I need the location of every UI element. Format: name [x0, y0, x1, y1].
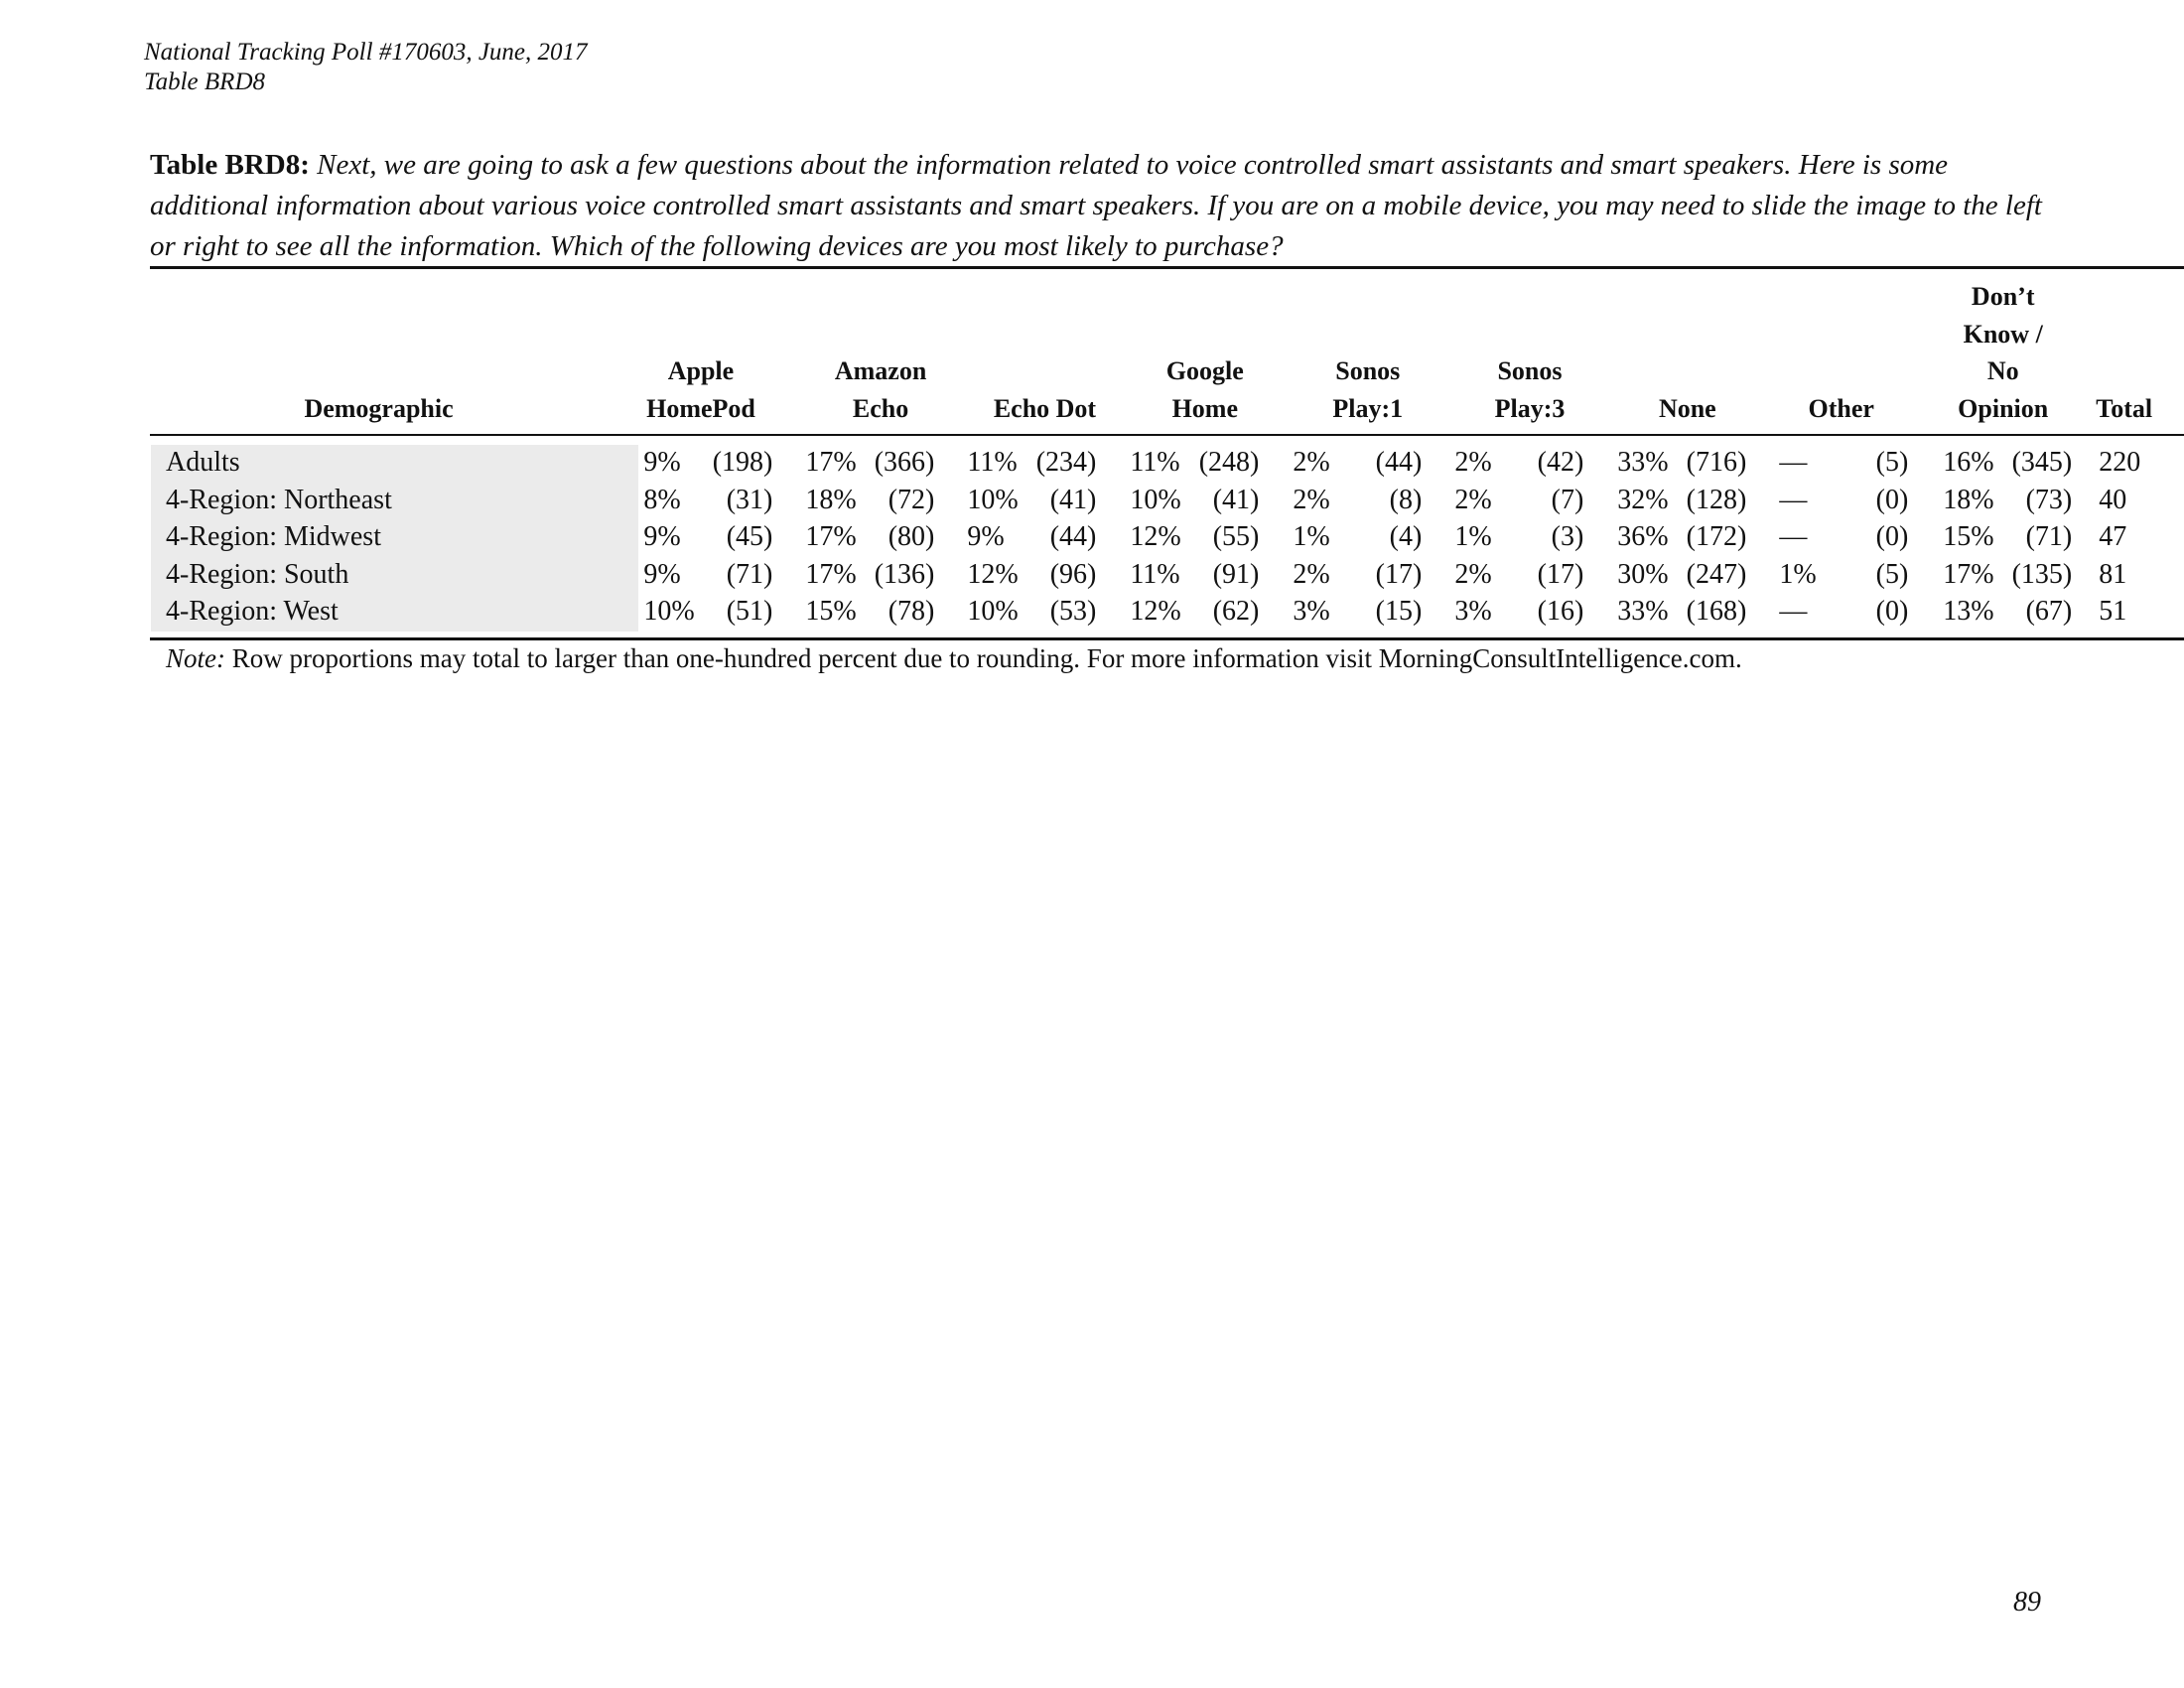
- percent-value: 2%: [1454, 484, 1492, 515]
- data-cell: [787, 518, 949, 556]
- percent-value: 2%: [1293, 558, 1330, 590]
- count-value: (135): [2011, 558, 2073, 590]
- table-row: [151, 593, 2184, 631]
- table-row: [151, 444, 2184, 482]
- column-header: Apple HomePod: [646, 356, 755, 423]
- count-value: (62): [1212, 596, 1260, 627]
- data-cell: [1761, 444, 1923, 482]
- percent-value: 17%: [1943, 558, 1994, 590]
- count-value: (7): [1551, 484, 1584, 515]
- data-cell: [949, 593, 1111, 631]
- count-value: (0): [1875, 596, 1909, 627]
- demographic-label: 4-Region: South: [166, 558, 349, 590]
- count-value: (45): [726, 521, 773, 552]
- count-value: (136): [874, 558, 935, 590]
- count-value: (198): [712, 447, 773, 478]
- count-value: (31): [726, 484, 773, 515]
- count-value: (17): [1537, 558, 1584, 590]
- total-value: 51: [2099, 596, 2127, 627]
- count-value: (172): [1686, 521, 1747, 552]
- count-value: (42): [1537, 447, 1584, 478]
- percent-value: —: [1779, 596, 1808, 627]
- percent-value: 9%: [643, 558, 681, 590]
- count-value: (17): [1375, 558, 1423, 590]
- count-value: (80): [887, 521, 935, 552]
- data-cell: [1923, 444, 2087, 482]
- data-cell: [1436, 593, 1598, 631]
- data-cell: [1436, 444, 1598, 482]
- data-cell: [1436, 518, 1598, 556]
- demographic-label: 4-Region: Midwest: [166, 521, 381, 552]
- data-cell: [949, 556, 1111, 594]
- count-value: (71): [2025, 521, 2073, 552]
- column-header: Sonos Play:1: [1332, 356, 1404, 423]
- percent-value: 3%: [1293, 596, 1330, 627]
- count-value: (4): [1389, 521, 1423, 552]
- header-rule: [150, 434, 2184, 436]
- count-value: (3): [1551, 521, 1584, 552]
- percent-value: 10%: [643, 596, 695, 627]
- data-cell: [1274, 593, 1436, 631]
- data-cell: [1761, 518, 1923, 556]
- percent-value: 1%: [1293, 521, 1330, 552]
- count-value: (67): [2025, 596, 2073, 627]
- percent-value: 32%: [1617, 484, 1669, 515]
- data-cell: [1598, 444, 1761, 482]
- percent-value: 15%: [805, 596, 857, 627]
- count-value: (15): [1375, 596, 1423, 627]
- caption-text: Next, we are going to ask a few questions about the information related to voice controlled smart assistants and smart speakers. Here is some additional information about various voice controlled smart assistants and smart speakers. If you are on a mobile device, you may need to slide the image to the left or right to see all the information. Which of the following devices are you most likely to purchase?: [150, 149, 2042, 262]
- percent-value: 12%: [1130, 521, 1181, 552]
- table-caption: [150, 145, 2056, 267]
- percent-value: —: [1779, 484, 1808, 515]
- data-cell: [1598, 593, 1761, 631]
- total-value: 40: [2099, 484, 2127, 515]
- percent-value: 15%: [1943, 521, 1994, 552]
- count-value: (345): [2011, 447, 2073, 478]
- column-header: Don’t Know / No Opinion: [1958, 282, 2049, 423]
- data-cell: [1274, 556, 1436, 594]
- data-cell: [1598, 518, 1761, 556]
- data-cell: [949, 482, 1111, 519]
- data-cell: [1598, 482, 1761, 519]
- note-label: Note:: [166, 643, 225, 673]
- count-value: (168): [1686, 596, 1747, 627]
- percent-value: 18%: [805, 484, 857, 515]
- percent-value: 9%: [967, 521, 1005, 552]
- report-title: National Tracking Poll #170603, June, 2017: [144, 39, 588, 66]
- page-number: 89: [2013, 1587, 2041, 1618]
- data-cell: [1274, 444, 1436, 482]
- percent-value: 12%: [967, 558, 1019, 590]
- data-cell: [625, 556, 787, 594]
- data-cell: [625, 518, 787, 556]
- percent-value: 11%: [1130, 558, 1180, 590]
- percent-value: —: [1779, 447, 1808, 478]
- percent-value: 2%: [1454, 558, 1492, 590]
- demographic-label: Adults: [166, 447, 240, 478]
- count-value: (234): [1035, 447, 1097, 478]
- top-rule: [150, 266, 2184, 269]
- data-cell: [1923, 593, 2087, 631]
- percent-value: 18%: [1943, 484, 1994, 515]
- data-cell: [949, 444, 1111, 482]
- percent-value: 12%: [1130, 596, 1181, 627]
- data-cell: [1761, 593, 1923, 631]
- data-cell: [1436, 482, 1598, 519]
- count-value: (78): [887, 596, 935, 627]
- count-value: (72): [887, 484, 935, 515]
- percent-value: 1%: [1779, 558, 1817, 590]
- percent-value: 11%: [967, 447, 1018, 478]
- count-value: (716): [1686, 447, 1747, 478]
- table-note: [166, 639, 1742, 677]
- percent-value: 2%: [1293, 484, 1330, 515]
- data-table: [151, 444, 2184, 631]
- demographic-label: 4-Region: West: [166, 596, 339, 627]
- total-value: 81: [2099, 558, 2127, 590]
- data-cell: [1274, 518, 1436, 556]
- caption-label: Table BRD8:: [150, 149, 310, 181]
- percent-value: 30%: [1617, 558, 1669, 590]
- count-value: (247): [1686, 558, 1747, 590]
- table-row: [151, 482, 2184, 519]
- demographic-label: 4-Region: Northeast: [166, 484, 392, 515]
- data-cell: [1111, 444, 1274, 482]
- percent-value: 17%: [805, 447, 857, 478]
- table-row: [151, 556, 2184, 594]
- count-value: (73): [2025, 484, 2073, 515]
- data-cell: [625, 444, 787, 482]
- percent-value: 10%: [967, 484, 1019, 515]
- note-text: Row proportions may total to larger than one-hundred percent due to rounding. For more information visit MorningConsultIntelligence.com.: [231, 643, 1742, 673]
- data-cell: [787, 482, 949, 519]
- data-cell: [1111, 593, 1274, 631]
- count-value: (366): [874, 447, 935, 478]
- column-header: Echo Dot: [993, 393, 1097, 423]
- data-cell: [949, 518, 1111, 556]
- percent-value: 11%: [1130, 447, 1180, 478]
- percent-value: 2%: [1293, 447, 1330, 478]
- percent-value: 33%: [1617, 447, 1669, 478]
- count-value: (44): [1049, 521, 1097, 552]
- data-cell: [1761, 482, 1923, 519]
- count-value: (5): [1875, 447, 1909, 478]
- count-value: (5): [1875, 558, 1909, 590]
- count-value: (91): [1212, 558, 1260, 590]
- percent-value: 16%: [1943, 447, 1994, 478]
- data-cell: [787, 556, 949, 594]
- data-cell: [1923, 556, 2087, 594]
- percent-value: 36%: [1617, 521, 1669, 552]
- data-cell: [1436, 556, 1598, 594]
- percent-value: 13%: [1943, 596, 1994, 627]
- table-id: Table BRD8: [144, 69, 265, 95]
- percent-value: —: [1779, 521, 1808, 552]
- percent-value: 9%: [643, 521, 681, 552]
- percent-value: 8%: [643, 484, 681, 515]
- data-cell: [1111, 482, 1274, 519]
- total-value: 47: [2099, 521, 2127, 552]
- percent-value: 10%: [1130, 484, 1181, 515]
- percent-value: 33%: [1617, 596, 1669, 627]
- total-value: 220: [2099, 447, 2141, 478]
- column-header: Total: [2096, 393, 2153, 423]
- percent-value: 1%: [1454, 521, 1492, 552]
- data-cell: [625, 482, 787, 519]
- data-cell: [787, 444, 949, 482]
- count-value: (16): [1537, 596, 1584, 627]
- count-value: (96): [1049, 558, 1097, 590]
- data-cell: [1761, 556, 1923, 594]
- count-value: (71): [726, 558, 773, 590]
- column-header: Google Home: [1165, 356, 1244, 423]
- percent-value: 17%: [805, 521, 857, 552]
- percent-value: 10%: [967, 596, 1019, 627]
- column-header: None: [1658, 393, 1716, 423]
- data-cell: [1598, 556, 1761, 594]
- count-value: (8): [1389, 484, 1423, 515]
- count-value: (41): [1049, 484, 1097, 515]
- percent-value: 9%: [643, 447, 681, 478]
- count-value: (41): [1212, 484, 1260, 515]
- percent-value: 3%: [1454, 596, 1492, 627]
- data-cell: [1111, 556, 1274, 594]
- count-value: (44): [1375, 447, 1423, 478]
- count-value: (55): [1212, 521, 1260, 552]
- table-row: [151, 518, 2184, 556]
- data-cell: [625, 593, 787, 631]
- count-value: (51): [726, 596, 773, 627]
- column-header: Amazon Echo: [834, 356, 927, 423]
- column-header: Sonos Play:3: [1494, 356, 1566, 423]
- data-cell: [787, 593, 949, 631]
- data-cell: [1274, 482, 1436, 519]
- count-value: (53): [1049, 596, 1097, 627]
- column-header: Other: [1808, 393, 1874, 423]
- data-cell: [1923, 482, 2087, 519]
- count-value: (0): [1875, 521, 1909, 552]
- percent-value: 17%: [805, 558, 857, 590]
- count-value: (248): [1198, 447, 1260, 478]
- table-header: [151, 278, 2184, 427]
- data-cell: [1923, 518, 2087, 556]
- percent-value: 2%: [1454, 447, 1492, 478]
- count-value: (0): [1875, 484, 1909, 515]
- data-cell: [1111, 518, 1274, 556]
- column-header: Demographic: [304, 393, 454, 423]
- count-value: (128): [1686, 484, 1747, 515]
